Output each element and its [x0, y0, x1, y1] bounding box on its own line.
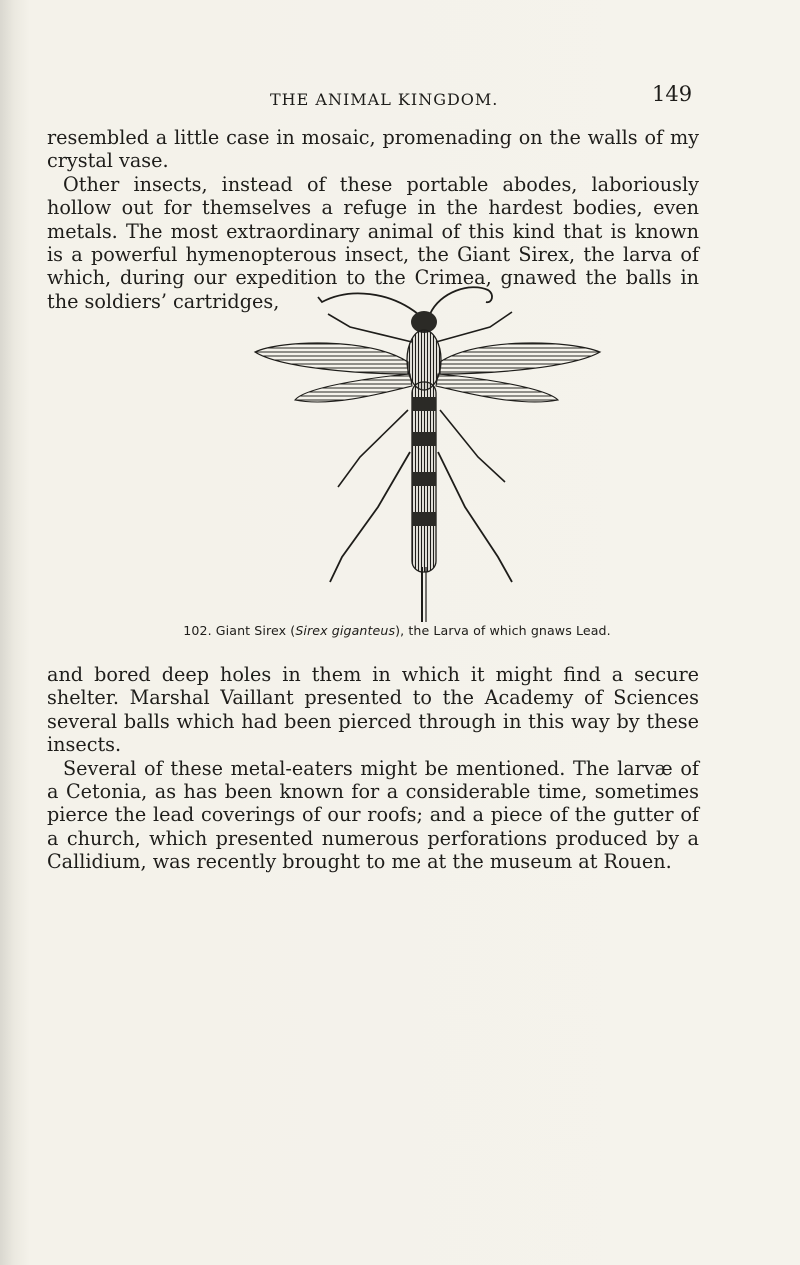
- paragraph-giant-sirex: Other insects, instead of these portable abodes, laboriously hollow out for themselves a refuge in the hardest bodies, even metals. The most extraordinary animal of this kind that is known is a powerful hymenopterous insect, the Giant Sirex, the larva of which, during our expedition to the Crimea, gnawed the balls in the soldiers’ cartridges,: [47, 172, 699, 313]
- leg-middle-right: [440, 410, 505, 482]
- leg-front-right: [436, 312, 512, 342]
- thorax: [407, 330, 441, 390]
- antenna-right: [430, 287, 492, 314]
- page-number: 149: [652, 82, 693, 106]
- text-block-lower: [47, 663, 699, 874]
- paragraph-continued-after-figure: and bored deep holes in them in which it might find a secure shelter. Marshal Vaillant presented to the Academy of Sciences several balls which had been pierced through in this way by these insects.: [47, 663, 699, 757]
- paragraph-metal-eaters: Several of these metal-eaters might be mentioned. The larvæ of a Cetonia, as has been known for a considerable time, sometimes pierce the lead coverings of our roofs; and a piece of the gutter of a church, which presented numerous perforations produced by a Callidium, was recently brought to me at the museum at Rouen.: [47, 756, 699, 874]
- running-head: THE ANIMAL KINGDOM.: [270, 90, 499, 109]
- antenna-left: [318, 293, 418, 314]
- giant-sirex-illustration: [240, 282, 620, 622]
- forewing-left: [255, 343, 408, 374]
- leg-hind-right: [438, 452, 512, 582]
- caption-latin-name: Sirex giganteus: [295, 623, 396, 638]
- leg-hind-left: [330, 452, 410, 582]
- hindwing-right: [436, 374, 558, 402]
- abdomen-band: [412, 512, 436, 526]
- paragraph-continued: resembled a little case in mosaic, promenading on the walls of my crystal vase.: [47, 126, 699, 173]
- figure-caption: [47, 623, 747, 638]
- abdomen-band: [412, 432, 436, 446]
- hindwing-left: [295, 374, 412, 402]
- abdomen-band: [412, 397, 436, 411]
- caption-number-and-name: 102. Giant Sirex (: [183, 623, 296, 638]
- forewing-right: [440, 343, 600, 374]
- caption-description: ), the Larva of which gnaws Lead.: [395, 623, 611, 638]
- leg-middle-left: [338, 410, 408, 487]
- leg-front-left: [328, 314, 412, 342]
- abdomen-band: [412, 472, 436, 486]
